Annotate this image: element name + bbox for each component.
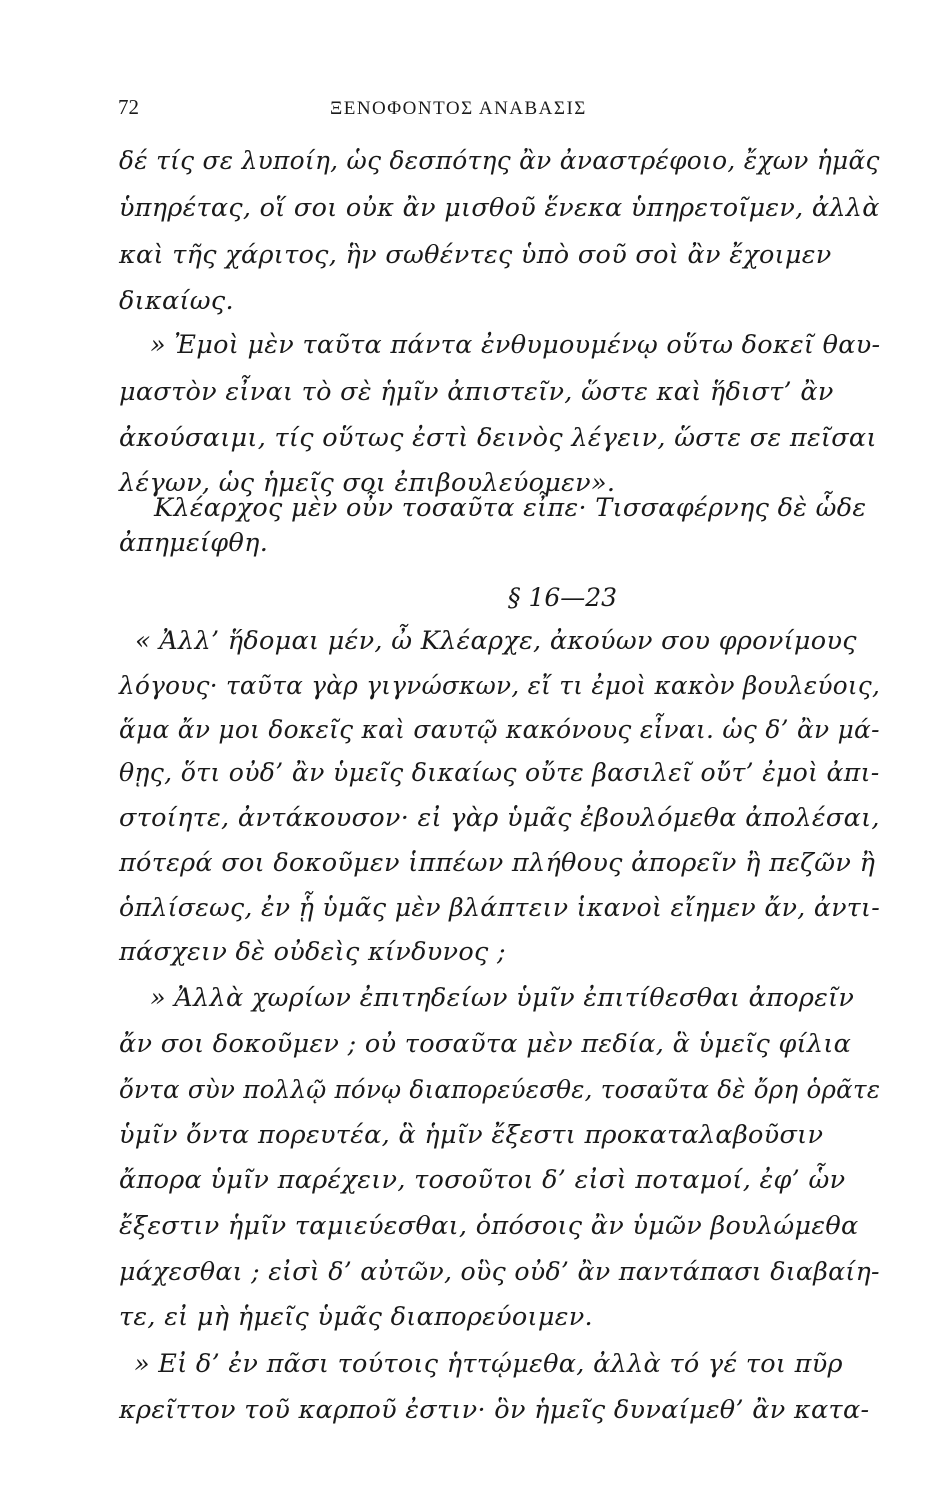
text-line: δικαίως. [119,286,234,316]
text-line: ἄν σοι δοκοῦμεν ; οὐ τοσαῦτα μὲν πεδία, ἃ ὑμεῖς φίλια [119,1029,852,1059]
text-line: δέ τίς σε λυποίη, ὡς δεσπότης ἂν ἀναστρέφοιο, ἔχων ἡμᾶς [119,146,880,176]
text-line: μαστὸν εἶναι τὸ σὲ ἡμῖν ἀπιστεῖν, ὥστε καὶ ἥδιστ’ ἂν [119,377,834,407]
text-line: στοίητε, ἀντάκουσον· εἰ γὰρ ὑμᾶς ἐβουλόμεθα ἀπολέσαι, [119,803,880,833]
text-line: ὑπηρέτας, οἵ σοι οὐκ ἂν μισθοῦ ἕνεκα ὑπηρετοῖμεν, ἀλλὰ [119,193,880,223]
text-line: λέγων, ὡς ἡμεῖς σοι ἐπιβουλεύομεν». [119,468,616,498]
text-line: « Ἀλλ’ ἥδομαι μέν, ὦ Κλέαρχε, ἀκούων σου φρονίμους [135,626,857,656]
text-line: ὄντα σὺν πολλῷ πόνῳ διαπορεύεσθε, τοσαῦτα δὲ ὄρη ὁρᾶτε [119,1075,881,1105]
section-marker: § 16—23 [508,583,618,612]
text-line: » Εἰ δ’ ἐν πᾶσι τούτοις ἡττῴμεθα, ἀλλὰ τό γέ τοι πῦρ [134,1349,843,1379]
page-number: 72 [118,95,139,119]
text-line: πάσχειν δὲ οὐδεὶς κίνδυνος ; [119,937,506,967]
text-line: ἀκούσαιμι, τίς οὕτως ἐστὶ δεινὸς λέγειν, ὥστε σε πεῖσαι [119,423,877,453]
text-line: θῃς, ὅτι οὐδ’ ἂν ὑμεῖς δικαίως οὔτε βασιλεῖ οὔτ’ ἐμοὶ ἀπι- [119,758,880,788]
running-title: ΞΕΝΟΦΟΝΤΟΣ ΑΝΑΒΑΣΙΣ [330,98,587,119]
text-line: ἄπορα ὑμῖν παρέχειν, τοσοῦτοι δ’ εἰσὶ ποταμοί, ἐφ’ ὧν [119,1165,846,1195]
text-line: ἅμα ἄν μοι δοκεῖς καὶ σαυτῷ κακόνους εἶναι. ὡς δ’ ἂν μά- [119,715,880,745]
text-line: καὶ τῆς χάριτος, ἣν σωθέντες ὑπὸ σοῦ σοὶ ἂν ἔχοιμεν [119,240,832,270]
text-line: ὁπλίσεως, ἐν ᾗ ὑμᾶς μὲν βλάπτειν ἱκανοὶ εἴημεν ἄν, ἀντι- [119,893,881,923]
text-line: τε, εἰ μὴ ἡμεῖς ὑμᾶς διαπορεύοιμεν. [119,1302,593,1332]
text-line: » Ἀλλὰ χωρίων ἐπιτηδείων ὑμῖν ἐπιτίθεσθαι ἀπορεῖν [150,983,855,1013]
text-line: » Ἐμοὶ μὲν ταῦτα πάντα ἐνθυμουμένῳ οὕτω δοκεῖ θαυ- [150,330,881,360]
text-line: ὑμῖν ὄντα πορευτέα, ἃ ἡμῖν ἔξεστι προκαταλαβοῦσιν [119,1120,824,1150]
text-line: ἀπημείφθη. [119,528,269,558]
text-line: Κλέαρχος μὲν οὖν τοσαῦτα εἶπε· Τισσαφέρνης δὲ ὧδε [154,493,867,523]
text-line: πότερά σοι δοκοῦμεν ἱππέων πλήθους ἀπορεῖν ἢ πεζῶν ἢ [119,848,876,878]
text-line: ἔξεστιν ἡμῖν ταμιεύεσθαι, ὁπόσοις ἂν ὑμῶν βουλώμεθα [119,1211,859,1241]
text-line: μάχεσθαι ; εἰσὶ δ’ αὐτῶν, οὓς οὐδ’ ἂν παντάπασι διαβαίη- [119,1257,880,1287]
text-line: λόγους· ταῦτα γὰρ γιγνώσκων, εἴ τι ἐμοὶ κακὸν βουλεύοις, [119,671,881,701]
text-line: κρεῖττον τοῦ καρποῦ ἐστιν· ὃν ἡμεῖς δυναίμεθ’ ἂν κατα- [119,1395,870,1425]
